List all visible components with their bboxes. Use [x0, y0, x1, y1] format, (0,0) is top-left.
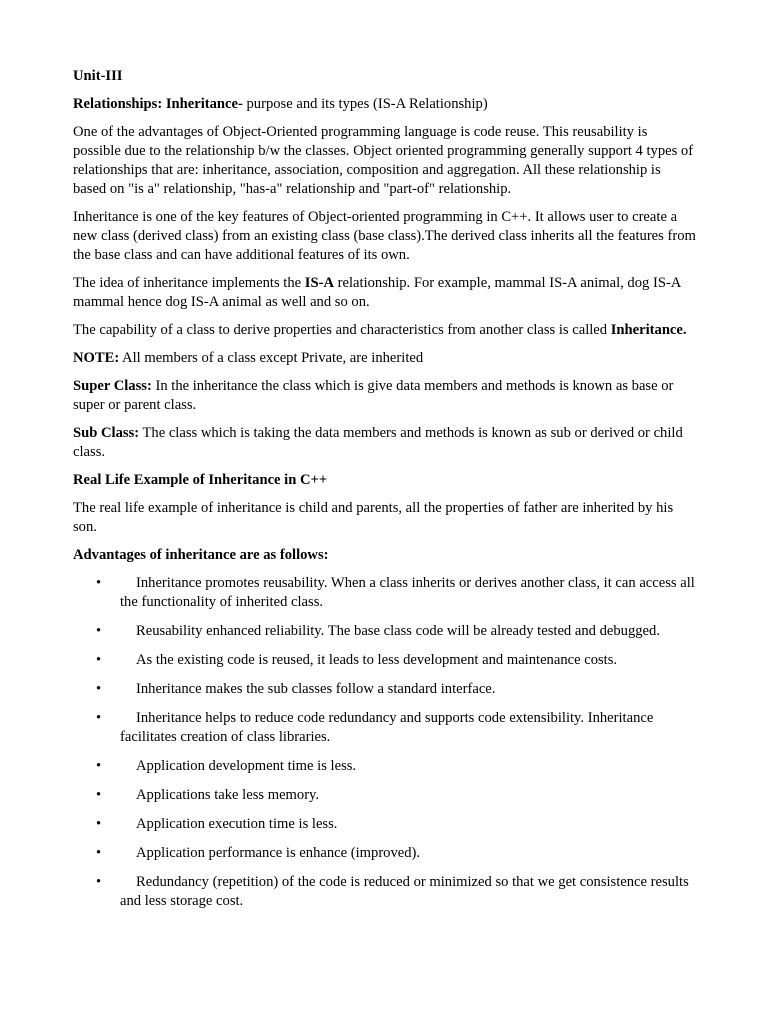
real-life-paragraph: The real life example of inheritance is child and parents, all the properties of father are inherited by his son. [73, 500, 674, 535]
list-item: • Applications take less memory. [96, 787, 320, 803]
bullet-icon: • [96, 575, 102, 591]
paragraph-is-a: The idea of inheritance implements the IS-A relationship. For example, mammal IS-A animal, dog IS-A mammal hence dog IS-A animal as well and so on. [73, 275, 681, 310]
bullet-icon: • [96, 816, 102, 832]
super-class-paragraph [73, 377, 696, 415]
sub-class-label: Sub Class: [73, 425, 140, 441]
bullet-icon: • [96, 681, 102, 697]
real-life-heading: Real Life Example of Inheritance in C++ [73, 472, 328, 488]
unit-title: Unit-III [73, 68, 123, 84]
bullet-icon: • [96, 787, 102, 803]
list-item: • Application execution time is less. [96, 816, 338, 832]
section-heading-rest: purpose and its types (IS-A Relationship) [242, 96, 488, 112]
bullet-icon: • [96, 652, 102, 668]
list-item: • Redundancy (repetition) of the code is reduced or minimized so that we get consistence results and less storage cost. [96, 874, 689, 909]
list-item: • Inheritance promotes reusability. When a class inherits or derives another class, it can access all the functionality of inherited class. [96, 575, 695, 610]
list-item: • Reusability enhanced reliability. The base class code will be already tested and debugged. [96, 623, 660, 639]
sub-class-paragraph [73, 424, 696, 462]
bullet-icon: • [96, 623, 102, 639]
note-label: NOTE: [73, 350, 120, 366]
list-item: • Application performance is enhance (improved). [96, 845, 421, 861]
super-class-text: In the inheritance the class which is give data members and methods is known as base or super or parent class. [73, 378, 674, 413]
paragraph-capability: The capability of a class to derive properties and characteristics from another class is called Inheritance. [73, 322, 687, 338]
advantages-heading: Advantages of inheritance are as follows: [73, 547, 329, 563]
sub-class-text: The class which is taking the data members and methods is known as sub or derived or child class. [73, 425, 683, 460]
is-a-term: IS-A [304, 275, 334, 291]
section-heading-bold: Relationships: Inheritance- [73, 96, 243, 112]
bullet-icon: • [96, 710, 102, 726]
note-text: All members of a class except Private, are inherited [119, 350, 424, 366]
list-item: • Inheritance makes the sub classes follow a standard interface. [96, 681, 496, 697]
list-item: • Application development time is less. [96, 758, 357, 774]
bullet-icon: • [96, 758, 102, 774]
bullet-icon: • [96, 845, 102, 861]
super-class-label: Super Class: [73, 378, 152, 394]
list-item: • Inheritance helps to reduce code redundancy and supports code extensibility. Inheritance facilitates creation of class libraries. [96, 710, 654, 745]
section-heading [73, 95, 696, 114]
inheritance-term: Inheritance. [610, 322, 687, 338]
paragraph-code-reuse: One of the advantages of Object-Oriented programming language is code reuse. This reusability is possible due to the relationship b/w the classes. Object oriented programming generally support 4 types of relationships that are: inheritance, association, composition and aggregation. All these relationship is based on "is a" relationship, "has-a" relationship and "part-of" relationship. [73, 124, 694, 197]
list-item: • As the existing code is reused, it leads to less development and maintenance costs. [96, 652, 618, 668]
bullet-icon: • [96, 874, 102, 890]
note-paragraph [73, 349, 696, 368]
paragraph-inheritance-definition: Inheritance is one of the key features of Object-oriented programming in C++. It allows user to create a new class (derived class) from an existing class (base class).The derived class inherits all the features from the base class and can have additional features of its own. [73, 209, 696, 263]
advantages-list [73, 574, 696, 911]
